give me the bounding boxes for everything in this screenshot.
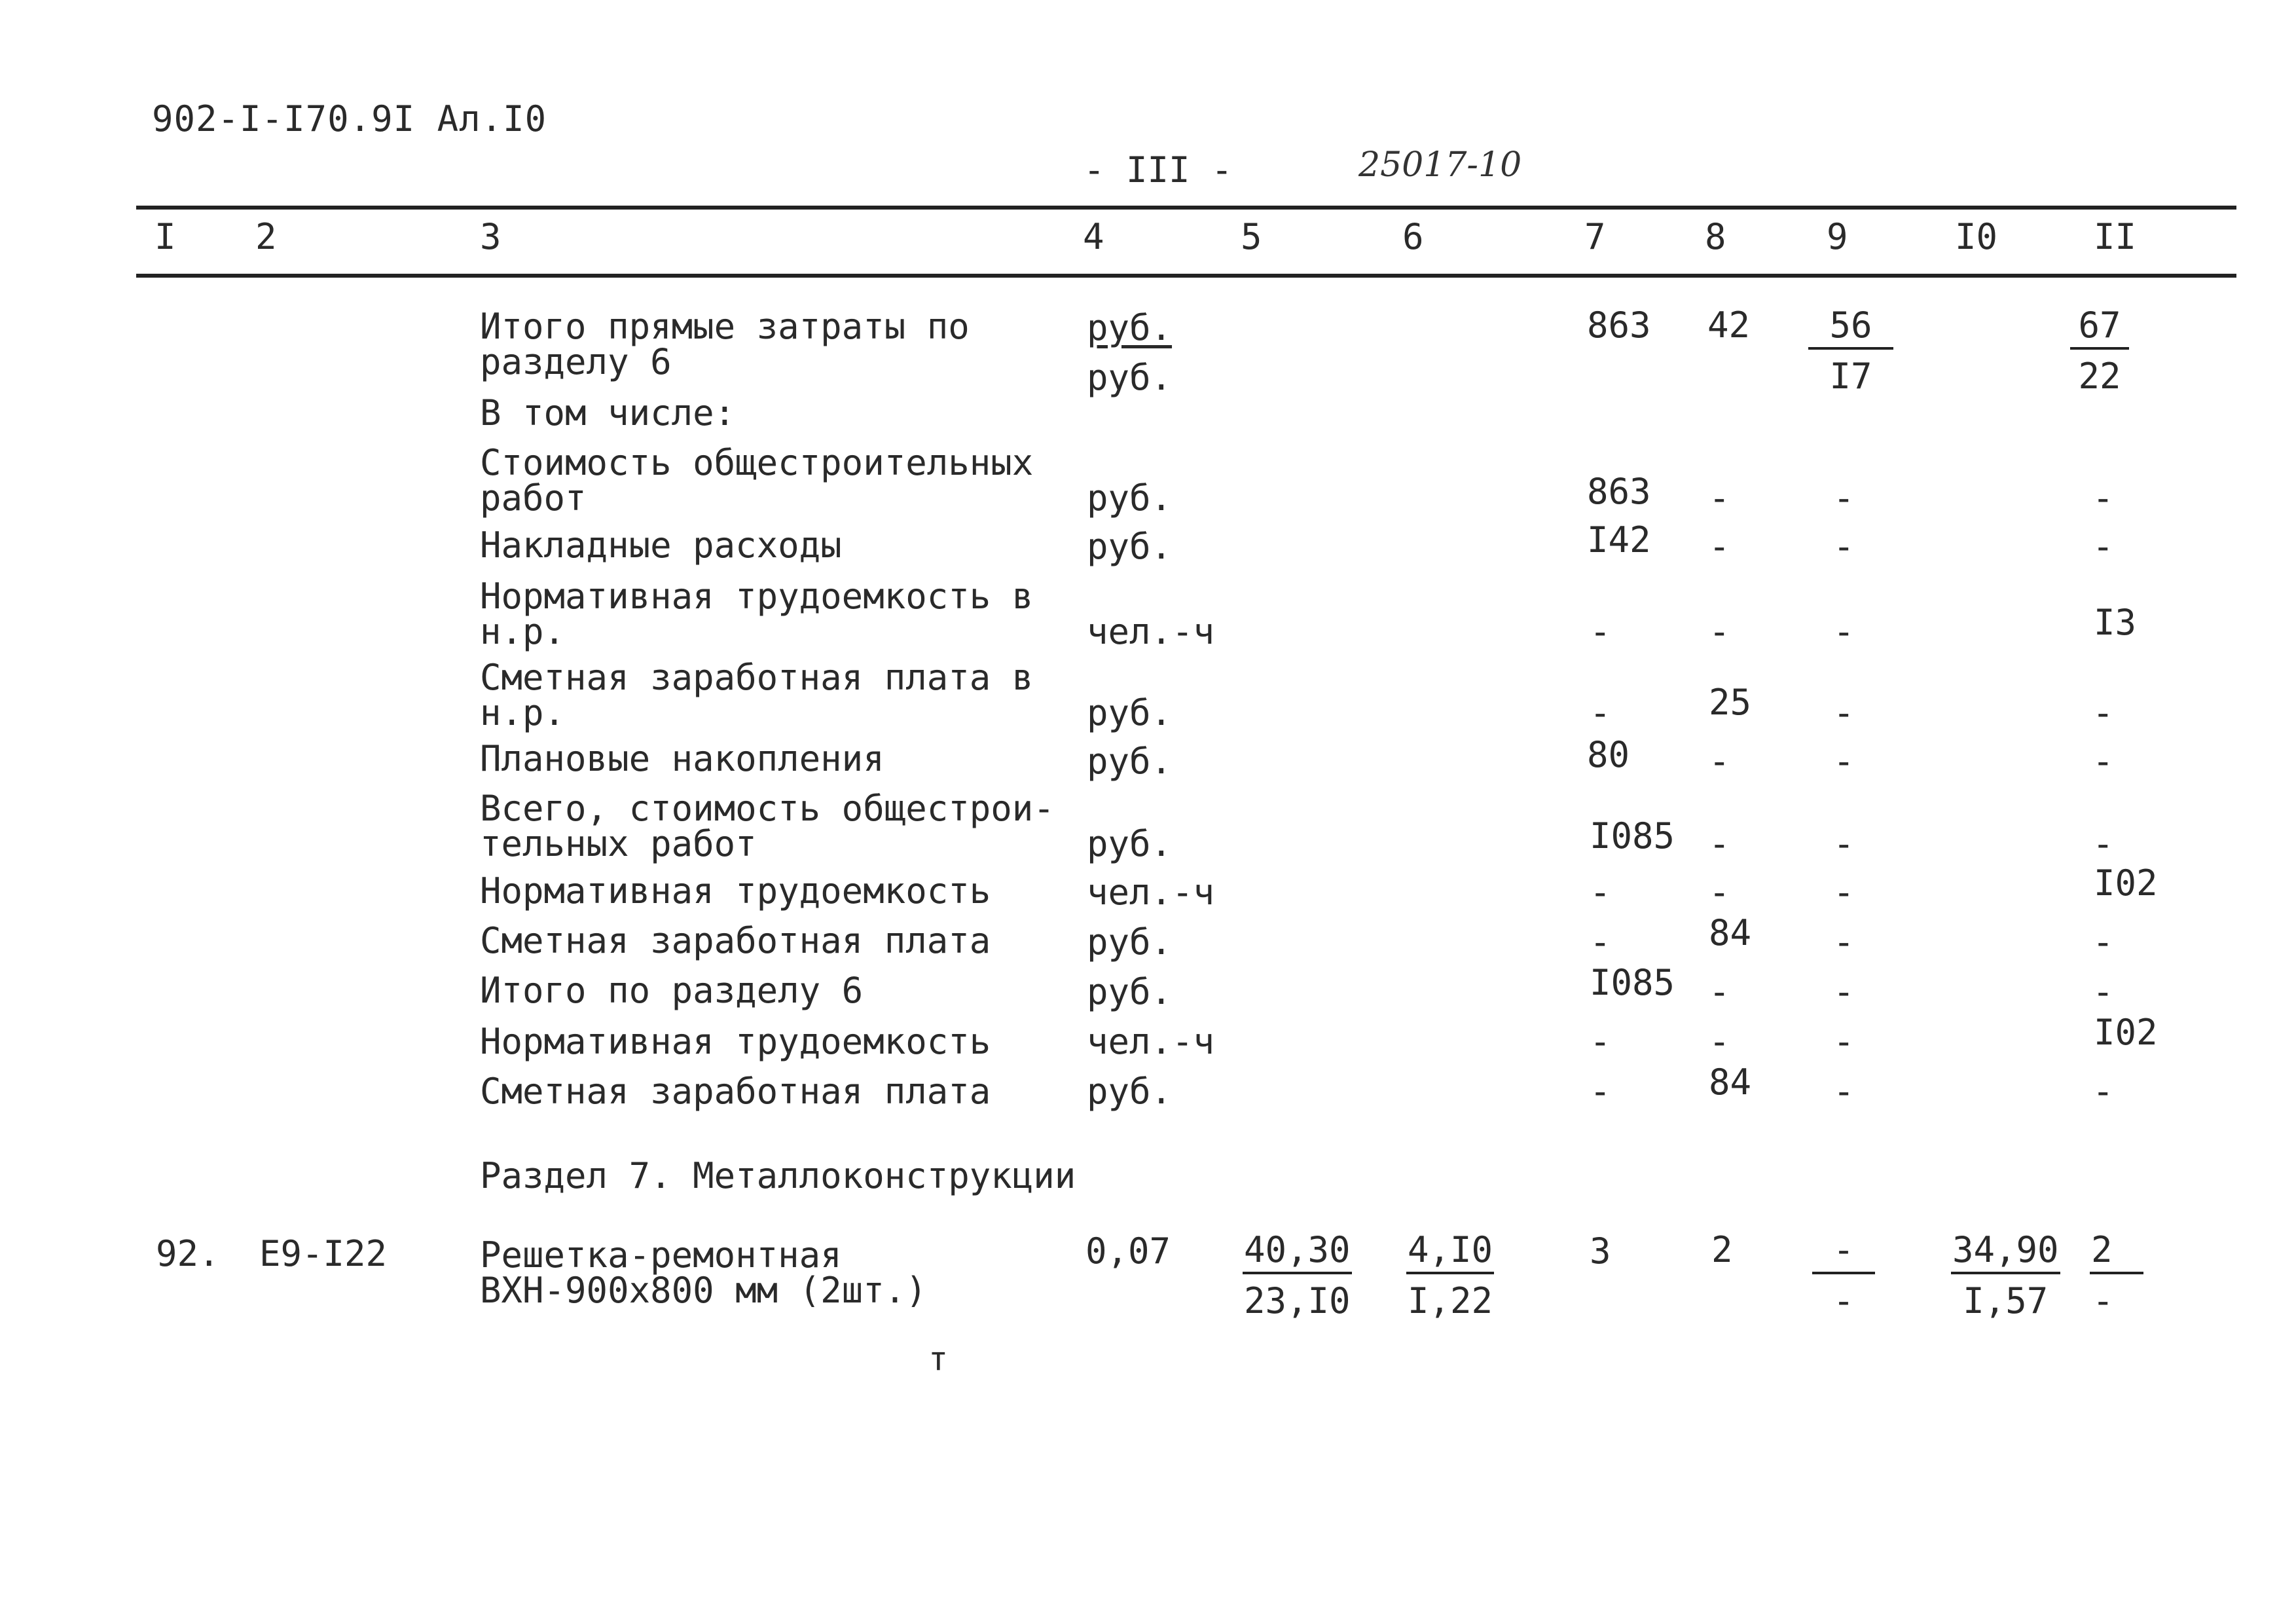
- summary-row-9-col11: I02: [2094, 1012, 2158, 1053]
- summary-row-4-col8: -: [1709, 741, 1730, 782]
- summary-row-7-col8: 84: [1709, 912, 1752, 953]
- summary-row-3-col9: -: [1833, 692, 1855, 733]
- section-7-title: Раздел 7. Металлоконструкции: [480, 1155, 1076, 1196]
- summary-row-4-col11: -: [2092, 741, 2114, 782]
- total-direct-col9-den: I7: [1829, 356, 1872, 397]
- item-92-code: Е9-I22: [259, 1233, 388, 1274]
- column-header-2: 2: [255, 216, 277, 257]
- summary-row-6-col7: -: [1590, 872, 1611, 913]
- summary-row-8-col7: I085: [1590, 962, 1675, 1003]
- column-header-8: 8: [1705, 216, 1726, 257]
- item-92-col6-den: I,22: [1408, 1280, 1493, 1321]
- total-direct-col11-den: 22: [2078, 356, 2121, 397]
- summary-row-6-col11: I02: [2094, 862, 2158, 904]
- summary-row-7-unit: руб.: [1087, 921, 1173, 963]
- total-direct-col9-num: 56: [1808, 308, 1893, 350]
- summary-row-3-unit: руб.: [1087, 692, 1173, 733]
- summary-row-9-col8: -: [1709, 1021, 1730, 1062]
- item-92-col4: 0,07: [1085, 1230, 1171, 1272]
- summary-row-6-col8: -: [1709, 872, 1730, 913]
- item-92-col10-den: I,57: [1963, 1280, 2049, 1321]
- summary-row-2-col9: -: [1833, 611, 1855, 652]
- summary-row-8-col11: -: [2092, 971, 2114, 1012]
- summary-row-0-desc: Стоимость общестроительных работ: [480, 442, 1034, 519]
- total-direct-col7: 863: [1587, 304, 1651, 346]
- table-top-rule: [136, 206, 2236, 210]
- item-92-col11-den: -: [2092, 1280, 2114, 1321]
- summary-row-6-desc: Нормативная трудоемкость: [480, 870, 991, 912]
- item-92-col10: [1951, 1229, 2060, 1321]
- item-92-col7: 3: [1590, 1230, 1611, 1272]
- summary-row-7-col9: -: [1833, 921, 1855, 963]
- total-direct-col9: [1808, 304, 1893, 397]
- item-92-number: 92.: [156, 1233, 220, 1274]
- summary-row-10-col11: -: [2092, 1071, 2114, 1112]
- summary-row-8-unit: руб.: [1087, 971, 1173, 1012]
- handwritten-note: 25017-10: [1358, 145, 1522, 185]
- summary-row-9-unit: чел.-ч: [1087, 1021, 1215, 1062]
- total-direct-unit-top: руб.: [1087, 307, 1173, 348]
- summary-row-5-col8: -: [1709, 823, 1730, 864]
- summary-row-8-col9: -: [1833, 971, 1855, 1012]
- summary-row-0-col8: -: [1709, 477, 1730, 519]
- summary-row-1-col7: I42: [1587, 519, 1651, 561]
- summary-row-1-col11: -: [2092, 526, 2114, 567]
- summary-row-8-desc: Итого по разделу 6: [480, 970, 864, 1011]
- summary-row-1-col8: -: [1709, 526, 1730, 567]
- summary-row-1-desc: Накладные расходы: [480, 525, 842, 566]
- summary-row-4-col9: -: [1833, 741, 1855, 782]
- column-header-9: 9: [1827, 216, 1848, 257]
- item-92-col5-num: 40,30: [1243, 1232, 1352, 1274]
- summary-row-10-col8: 84: [1709, 1061, 1752, 1103]
- summary-row-5-col11: -: [2092, 823, 2114, 864]
- summary-row-9-desc: Нормативная трудоемкость: [480, 1021, 991, 1062]
- summary-row-0-col7: 863: [1587, 471, 1651, 512]
- item-92-desc: Решетка-ремонтная ВХН-900х800 мм (2шт.): [480, 1234, 927, 1311]
- summary-row-0-unit: руб.: [1087, 477, 1173, 519]
- item-92-col11-num: 2: [2090, 1232, 2143, 1274]
- summary-row-2-unit: чел.-ч: [1087, 611, 1215, 652]
- item-92-col9-den: -: [1832, 1280, 1855, 1321]
- summary-row-2-desc: Нормативная трудоемкость в н.р.: [480, 576, 1034, 652]
- item-92-col5-den: 23,I0: [1244, 1280, 1351, 1321]
- item-92-col6: [1406, 1229, 1494, 1321]
- summary-row-10-desc: Сметная заработная плата: [480, 1071, 991, 1112]
- column-header-5: 5: [1241, 216, 1262, 257]
- summary-row-4-col7: 80: [1587, 734, 1630, 775]
- summary-row-6-unit: чел.-ч: [1087, 872, 1215, 913]
- item-92-col9-num: -: [1812, 1232, 1875, 1274]
- item-92-col5: [1243, 1229, 1352, 1321]
- summary-row-4-unit: руб.: [1087, 741, 1173, 782]
- summary-row-9-col7: -: [1590, 1021, 1611, 1062]
- summary-row-5-col7: I085: [1590, 815, 1675, 857]
- summary-row-2-col8: -: [1709, 611, 1730, 652]
- summary-row-1-col9: -: [1833, 526, 1855, 567]
- summary-row-8-col8: -: [1709, 971, 1730, 1012]
- total-direct-unit: [1087, 307, 1173, 398]
- summary-row-7-col11: -: [2092, 921, 2114, 963]
- summary-row-9-col9: -: [1833, 1021, 1855, 1062]
- item-92-col9: [1812, 1229, 1875, 1321]
- total-direct-unit-bottom: руб.: [1087, 357, 1173, 398]
- column-header-6: 6: [1402, 216, 1424, 257]
- summary-row-10-unit: руб.: [1087, 1071, 1173, 1112]
- total-direct-col8: 42: [1707, 304, 1751, 346]
- summary-row-3-desc: Сметная заработная плата в н.р.: [480, 657, 1034, 733]
- summary-row-7-desc: Сметная заработная плата: [480, 920, 991, 961]
- column-header-10: I0: [1955, 216, 1998, 257]
- summary-row-2-col11: I3: [2094, 602, 2137, 643]
- summary-row-0-col11: -: [2092, 477, 2114, 519]
- item-92-col10-num: 34,90: [1951, 1232, 2060, 1274]
- summary-row-5-desc: Всего, стоимость общестрои- тельных работ: [480, 788, 1055, 864]
- summary-row-3-col8: 25: [1709, 682, 1752, 723]
- summary-row-2-col7: -: [1590, 611, 1611, 652]
- summary-row-3-col7: -: [1590, 692, 1611, 733]
- summary-row-3-col11: -: [2092, 692, 2114, 733]
- column-header-7: 7: [1584, 216, 1606, 257]
- summary-row-1-unit: руб.: [1087, 526, 1173, 567]
- summary-row-4-desc: Плановые накопления: [480, 738, 884, 779]
- total-direct-col11: [2070, 304, 2129, 397]
- summary-row-10-col7: -: [1590, 1071, 1611, 1112]
- column-header-1: I: [155, 216, 176, 257]
- summary-row-7-col7: -: [1590, 921, 1611, 963]
- including-label: В том числе:: [480, 392, 736, 434]
- summary-row-10-col9: -: [1833, 1071, 1855, 1112]
- footer-mark: т: [928, 1340, 949, 1378]
- item-92-col11: [2090, 1229, 2143, 1321]
- table-header-rule: [136, 274, 2236, 278]
- total-direct-desc: Итого прямые затраты по разделу 6: [480, 306, 970, 382]
- summary-row-5-unit: руб.: [1087, 823, 1173, 864]
- column-header-3: 3: [480, 216, 501, 257]
- item-92-col8: 2: [1711, 1229, 1733, 1270]
- column-header-11: II: [2094, 216, 2137, 257]
- page-number: - III -: [1084, 149, 1233, 191]
- summary-row-0-col9: -: [1833, 477, 1855, 519]
- item-92-col6-num: 4,I0: [1406, 1232, 1494, 1274]
- summary-row-5-col9: -: [1833, 823, 1855, 864]
- document-code: 902-I-I70.9I Ал.I0: [152, 98, 547, 139]
- summary-row-6-col9: -: [1833, 872, 1855, 913]
- total-direct-col11-num: 67: [2070, 308, 2129, 350]
- column-header-4: 4: [1083, 216, 1104, 257]
